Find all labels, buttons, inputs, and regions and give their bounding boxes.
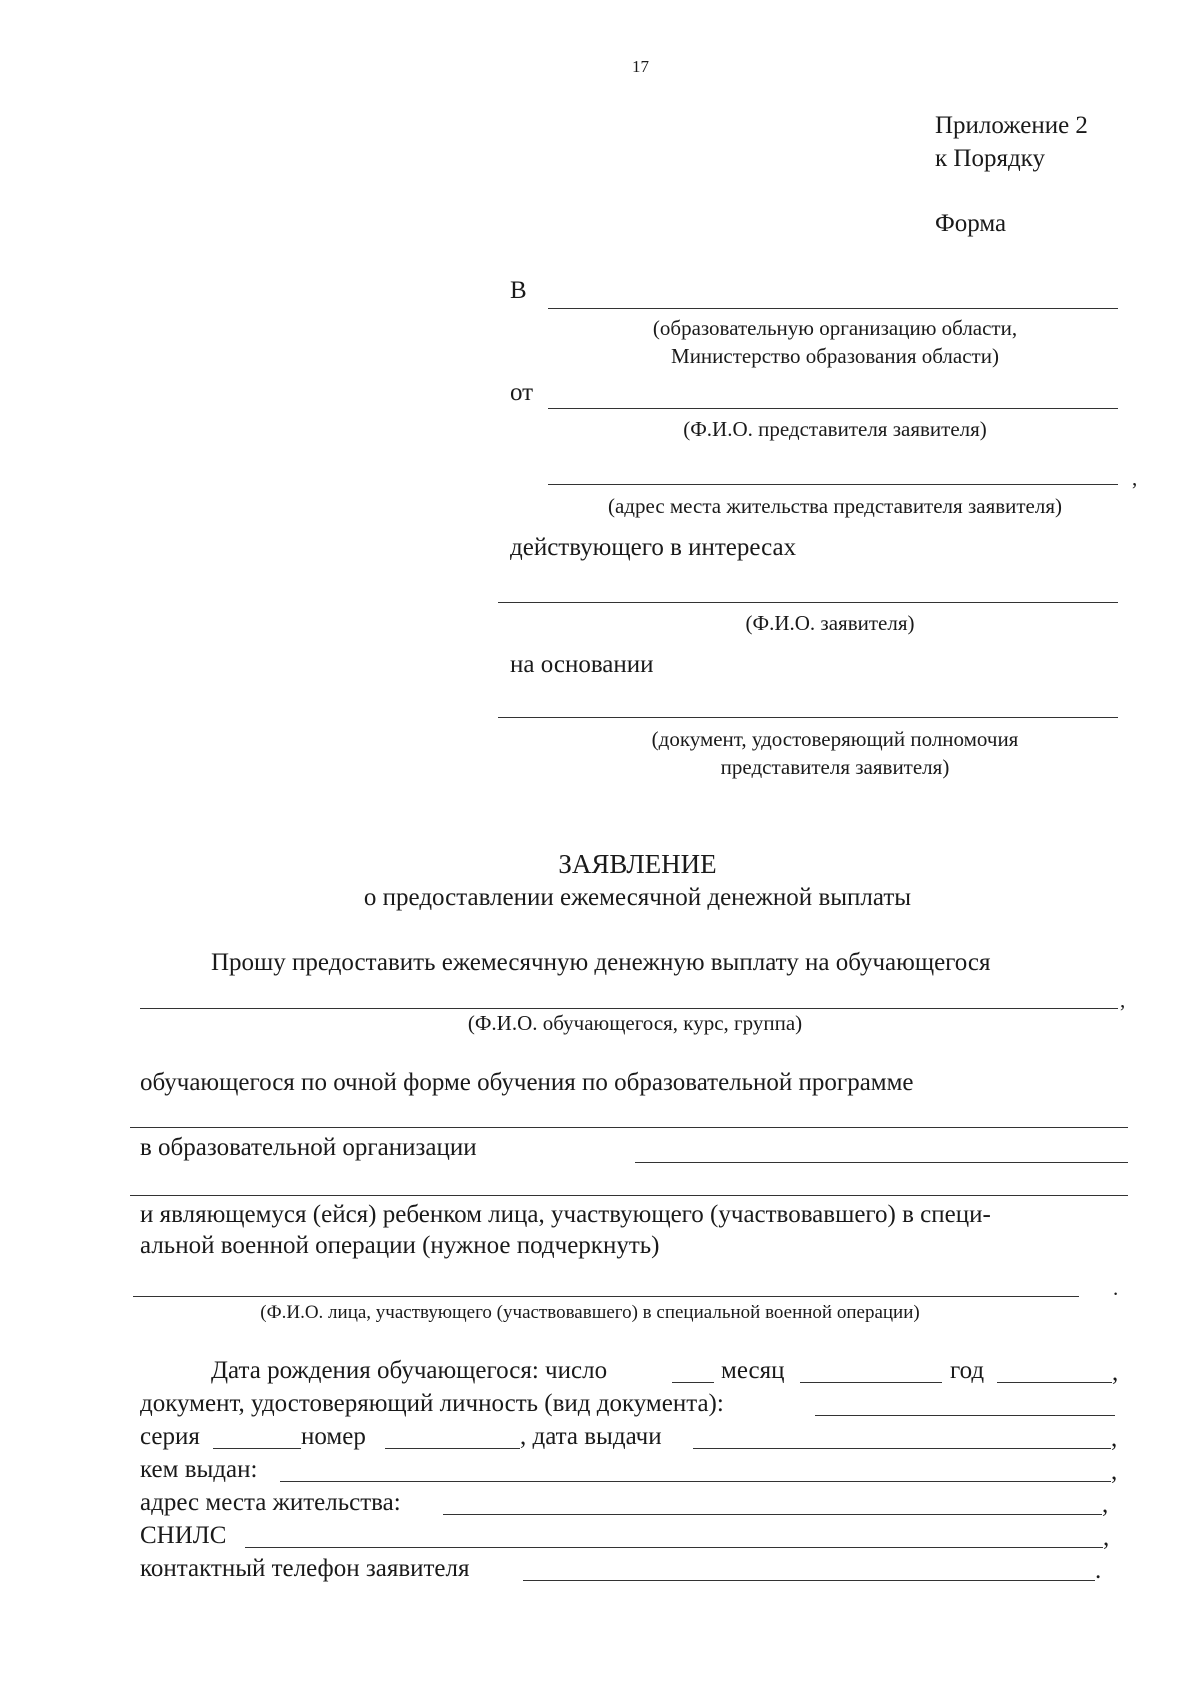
recipient-caption-2: Министерство образования области) (671, 344, 999, 368)
issue-date-field[interactable] (693, 1448, 1111, 1449)
program-text: обучающегося по очной форме обучения по образовательной программе (140, 1069, 914, 1096)
svo-text-line-1: и являющемуся (ейся) ребенком лица, участвующего (участвовавшего) в специ- (140, 1201, 991, 1228)
organization-field-1[interactable] (635, 1162, 1128, 1163)
student-info-comma: , (1120, 988, 1126, 1012)
birth-month-label: месяц (721, 1357, 785, 1384)
document-subtitle: о предоставлении ежемесячной денежной выплаты (363, 884, 912, 911)
birth-year-comma: , (1112, 1359, 1119, 1386)
phone-label: контактный телефон заявителя (140, 1555, 470, 1582)
form-label: Форма (935, 210, 1007, 237)
representative-name-field[interactable] (548, 408, 1118, 409)
birth-day-field[interactable] (672, 1382, 714, 1383)
snils-field[interactable] (245, 1547, 1103, 1548)
id-document-type-field[interactable] (815, 1415, 1115, 1416)
residence-address-field[interactable] (443, 1514, 1102, 1515)
birth-year-field[interactable] (997, 1382, 1112, 1383)
program-field[interactable] (130, 1127, 1128, 1128)
number-label: номер (301, 1423, 366, 1450)
to-prefix: В (510, 277, 527, 304)
request-text: Прошу предоставить ежемесячную денежную выплату на обучающегося (211, 949, 991, 976)
basis-caption-2: представителя заявителя) (720, 755, 950, 779)
birth-date-label: Дата рождения обучающегося: число (211, 1357, 608, 1384)
residence-address-comma: , (1102, 1491, 1109, 1518)
issue-date-label: , дата выдачи (520, 1423, 662, 1450)
student-info-caption: (Ф.И.О. обучающегося, курс, группа) (467, 1011, 803, 1035)
page-number: 17 (632, 57, 649, 76)
basis-caption-1: (документ, удостоверяющий полномочия (651, 727, 1019, 751)
basis-document-field[interactable] (498, 717, 1118, 718)
applicant-name-field[interactable] (498, 602, 1118, 603)
id-document-label: документ, удостоверяющий личность (вид документа): (140, 1390, 724, 1417)
appendix-subtitle: к Порядку (935, 145, 1045, 172)
svo-participant-field[interactable] (133, 1296, 1079, 1297)
address-comma: , (1132, 466, 1138, 490)
appendix-title: Приложение 2 (935, 112, 1088, 139)
phone-field[interactable] (523, 1580, 1095, 1581)
from-prefix: от (510, 379, 534, 406)
svo-participant-dot: . (1113, 1276, 1119, 1300)
basis-label: на основании (510, 651, 654, 678)
student-info-field[interactable] (140, 1008, 1118, 1009)
organization-field-2[interactable] (130, 1195, 1128, 1196)
issued-by-comma: , (1111, 1458, 1118, 1485)
recipient-field[interactable] (548, 308, 1118, 309)
issued-by-field[interactable] (280, 1481, 1111, 1482)
phone-dot: . (1095, 1557, 1102, 1584)
birth-year-label: год (950, 1357, 985, 1384)
organization-label: в образовательной организации (140, 1134, 477, 1161)
document-title: ЗАЯВЛЕНИЕ (558, 849, 717, 879)
residence-address-label: адрес места жительства: (140, 1489, 401, 1516)
series-field[interactable] (213, 1448, 301, 1449)
representative-address-field[interactable] (548, 484, 1118, 485)
series-label: серия (140, 1423, 200, 1450)
svo-participant-caption: (Ф.И.О. лица, участвующего (участвовавшего) в специальной военной операции) (260, 1302, 920, 1323)
issued-by-label: кем выдан: (140, 1456, 258, 1483)
snils-label: СНИЛС (140, 1522, 227, 1549)
representative-name-caption: (Ф.И.О. представителя заявителя) (683, 417, 987, 441)
birth-month-field[interactable] (800, 1382, 942, 1383)
applicant-name-caption: (Ф.И.О. заявителя) (745, 611, 915, 635)
svo-text-line-2: альной военной операции (нужное подчеркнуть) (140, 1232, 660, 1259)
acting-in-interests-label: действующего в интересах (510, 534, 797, 561)
snils-comma: , (1103, 1524, 1110, 1551)
representative-address-caption: (адрес места жительства представителя заявителя) (607, 494, 1063, 518)
recipient-caption-1: (образовательную организацию области, (652, 316, 1018, 340)
issue-date-comma: , (1111, 1425, 1118, 1452)
number-field[interactable] (385, 1448, 520, 1449)
